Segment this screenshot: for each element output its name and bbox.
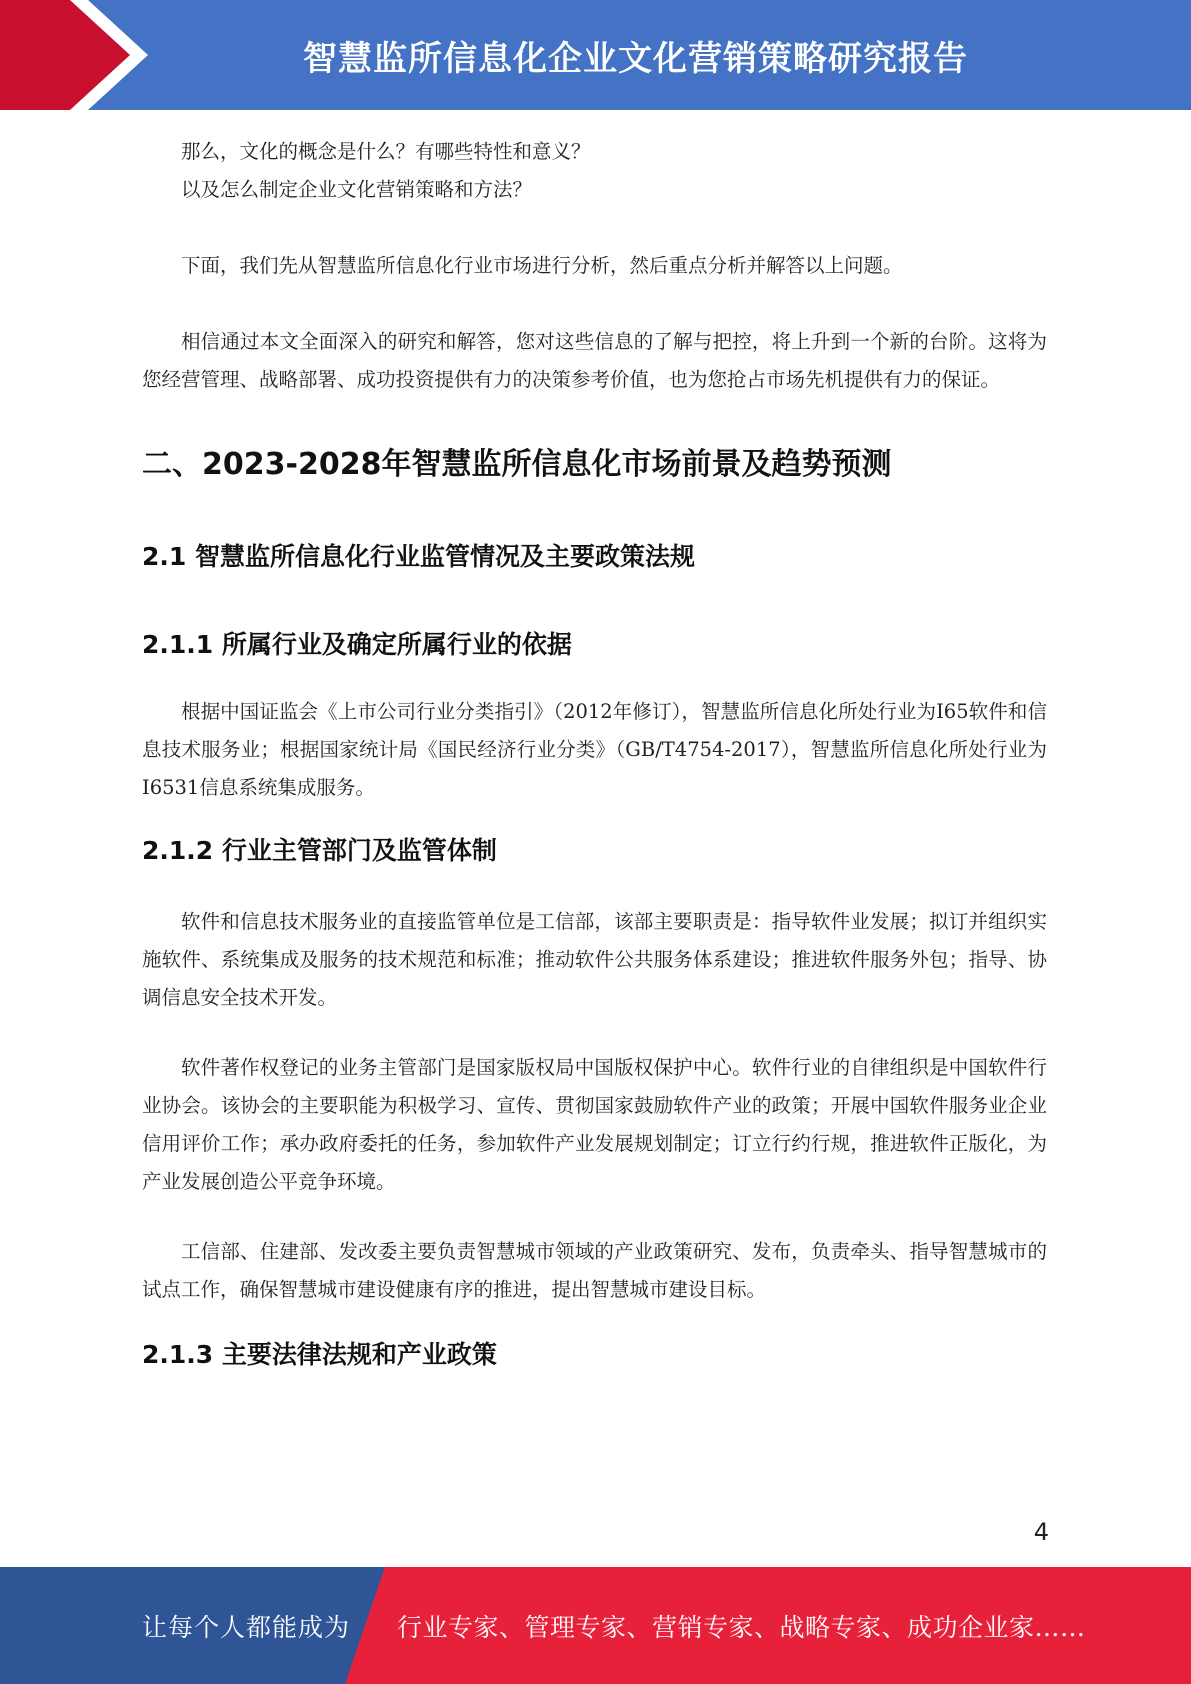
section-2-1-2-paragraph-2: 软件著作权登记的业务主管部门是国家版权局中国版权保护中心。软件行业的自律组织是中国软件行业协会。该协会的主要职能为积极学习、宣传、贯彻国家鼓励软件产业的政策；开展中国软件服务业企业信用评价工作；承办政府委托的任务，参加软件产业发展规划制定；订立行约行规，推进软件正版化，为产业发展创造公平竞争环境。 [142, 1056, 1047, 1193]
report-title: 智慧监所信息化企业文化营销策略研究报告 [303, 38, 968, 79]
page-number: 4 [1033, 1518, 1049, 1546]
footer-slogan-left: 让每个人都能成为 [142, 1612, 351, 1642]
section-2-1-3-heading: 2.1.3 主要法律法规和产业政策 [142, 1340, 497, 1369]
intro-paragraph-1: 下面，我们先从智慧监所信息化行业市场进行分析，然后重点分析并解答以上问题。 [181, 254, 903, 277]
section-2-1-2-paragraph-1: 软件和信息技术服务业的直接监管单位是工信部，该部主要职责是：指导软件业发展；拟订并组织实施软件、系统集成及服务的技术规范和标准；推动软件公共服务体系建设；推进软件服务外包；指导、协调信息安全技术开发。 [142, 910, 1047, 1009]
footer-slogan-right: 行业专家、管理专家、营销专家、战略专家、成功企业家…… [397, 1612, 1086, 1642]
section-2-1-1-paragraph: 根据中国证监会《上市公司行业分类指引》（2012年修订），智慧监所信息化所处行业为I65软件和信息技术服务业；根据国家统计局《国民经济行业分类》（GB/T4754-2017），智慧监所信息化所处行业为I6531信息系统集成服务。 [142, 700, 1047, 799]
footer-banner [0, 1567, 1191, 1684]
section-2-1-2-heading: 2.1.2 行业主管部门及监管体制 [142, 836, 497, 865]
section-2-1-1-heading: 2.1.1 所属行业及确定所属行业的依据 [142, 630, 572, 659]
page-content [142, 133, 1047, 1373]
intro-question-2: 以及怎么制定企业文化营销策略和方法？ [181, 178, 533, 201]
intro-paragraph-2: 相信通过本文全面深入的研究和解答，您对这些信息的了解与把控，将上升到一个新的台阶。这将为您经营管理、战略部署、成功投资提供有力的决策参考价值，也为您抢占市场先机提供有力的保证。 [142, 330, 1047, 391]
section-2-1-heading: 2.1 智慧监所信息化行业监管情况及主要政策法规 [142, 542, 695, 571]
header-banner [0, 0, 1191, 110]
section-2-heading: 二、2023-2028年智慧监所信息化市场前景及趋势预测 [142, 447, 892, 482]
section-2-1-2-paragraph-3: 工信部、住建部、发改委主要负责智慧城市领域的产业政策研究、发布，负责牵头、指导智慧城市的试点工作，确保智慧城市建设健康有序的推进，提出智慧城市建设目标。 [142, 1240, 1047, 1301]
intro-question-1: 那么，文化的概念是什么？有哪些特性和意义？ [181, 140, 591, 163]
